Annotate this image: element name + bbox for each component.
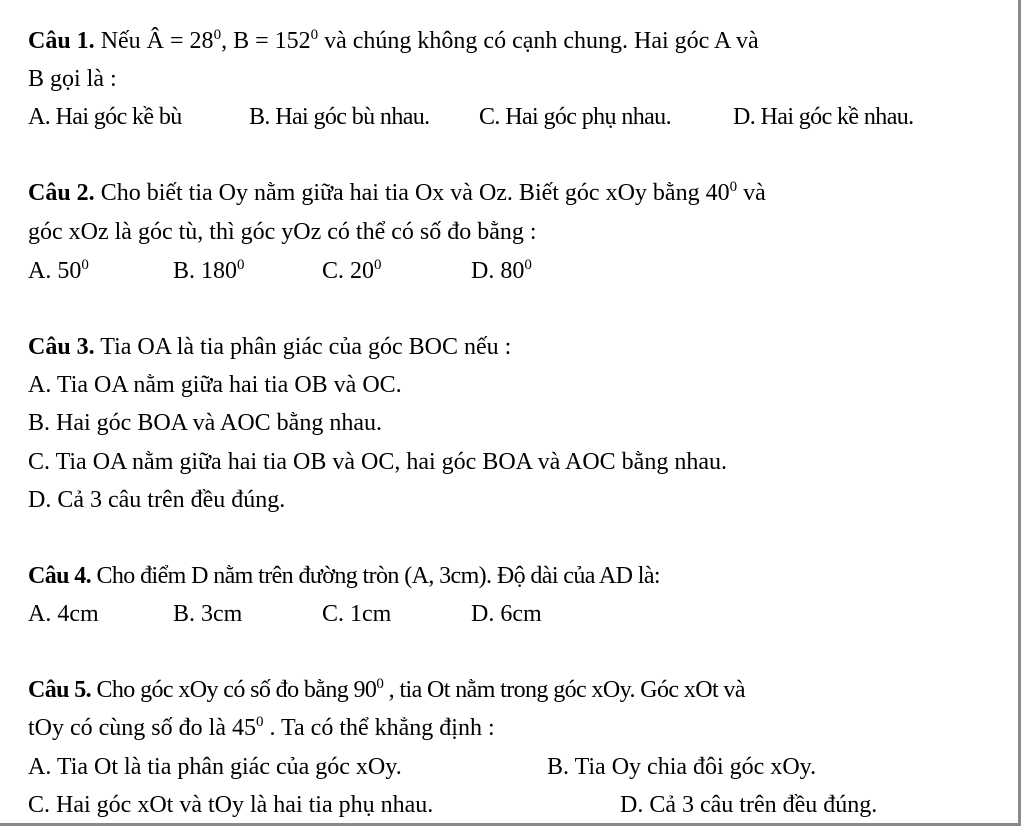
q2-option-b-degree: 0 xyxy=(237,257,245,273)
q5-option-b: B. Tia Oy chia đôi góc xOy. xyxy=(547,754,817,780)
q1-degree-a: 0 xyxy=(213,27,222,43)
q2-text: Cho biết tia Oy nằm giữa hai tia Ox và Oz. Biết góc xOy bằng 40 xyxy=(94,180,730,206)
q2-option-c-degree: 0 xyxy=(374,257,382,273)
q2-option-d-value: 80 xyxy=(500,258,525,284)
q2-option-a-prefix: A. xyxy=(28,258,58,284)
q1-pre: Nếu xyxy=(94,28,147,54)
q1-line2: B gọi là : xyxy=(28,66,117,92)
q4-line1 xyxy=(28,561,660,591)
q1-line1 xyxy=(28,26,759,56)
q1-option-a: A. Hai góc kề bù xyxy=(28,104,182,130)
q1-degree-b: 0 xyxy=(310,27,319,43)
q2-option-b-prefix: B. xyxy=(173,258,202,284)
q1-angle-a-symbol: Â xyxy=(146,28,165,54)
q4-option-c: C. 1cm xyxy=(322,601,392,627)
q4-label: Câu 4. xyxy=(28,563,92,589)
q2-line2: góc xOz là góc tù, thì góc yOz có thể có số đo bằng : xyxy=(28,219,537,245)
q1-text: và chúng không có cạnh chung. Hai góc A và xyxy=(318,28,759,54)
q3-line1 xyxy=(28,332,511,362)
q3-label: Câu 3. xyxy=(28,334,95,360)
q1-option-d: D. Hai góc kề nhau. xyxy=(733,104,914,130)
q2-option-c-prefix: C. xyxy=(322,258,351,284)
q5-text-end: , tia Ot nằm trong góc xOy. Góc xOt và xyxy=(383,677,745,703)
q5-line2-b: . Ta có thể khẳng định : xyxy=(263,715,495,741)
q4-option-d: D. 6cm xyxy=(471,601,542,627)
q5-degree-1: 0 xyxy=(376,676,384,692)
q3-option-a: A. Tia OA nằm giữa hai tia OB và OC. xyxy=(28,372,402,398)
q2-option-d-prefix: D. xyxy=(471,258,501,284)
q1-label: Câu 1. xyxy=(28,28,95,54)
q2-option-a xyxy=(28,256,89,286)
q4-text: Cho điểm D nằm trên đường tròn (A, 3cm). Độ dài của AD là: xyxy=(91,563,660,589)
q2-option-c xyxy=(322,256,382,286)
q3-option-c: C. Tia OA nằm giữa hai tia OB và OC, hai góc BOA và AOC bằng nhau. xyxy=(28,449,727,475)
q1-angle-b-value: , B = 152 xyxy=(221,28,311,54)
q5-line2-a: tOy có cùng số đo là 45 xyxy=(28,715,256,741)
q2-option-c-value: 20 xyxy=(350,258,375,284)
q1-option-c: C. Hai góc phụ nhau. xyxy=(479,104,671,130)
q5-text: Cho góc xOy có số đo bằng 90 xyxy=(91,677,377,703)
q2-option-d xyxy=(471,256,532,286)
q3-text: Tia OA là tia phân giác của góc BOC nếu : xyxy=(94,334,512,360)
q2-option-a-degree: 0 xyxy=(81,257,89,273)
q1-angle-a-value: = 28 xyxy=(164,28,214,54)
q2-option-b-value: 180 xyxy=(201,258,238,284)
q5-line1 xyxy=(28,675,745,705)
q2-option-a-value: 50 xyxy=(57,258,82,284)
q4-option-a: A. 4cm xyxy=(28,601,99,627)
q2-option-b xyxy=(173,256,245,286)
q5-line2 xyxy=(28,713,495,743)
q4-option-b: B. 3cm xyxy=(173,601,243,627)
q1-option-b: B. Hai góc bù nhau. xyxy=(249,104,430,130)
q2-text-end: và xyxy=(737,180,766,206)
q5-label: Câu 5. xyxy=(28,677,92,703)
q3-option-d: D. Cả 3 câu trên đều đúng. xyxy=(28,487,286,513)
q5-option-d: D. Cả 3 câu trên đều đúng. xyxy=(620,792,878,818)
q5-option-a: A. Tia Ot là tia phân giác của góc xOy. xyxy=(28,754,402,780)
q2-line1 xyxy=(28,178,766,208)
q3-option-b: B. Hai góc BOA và AOC bằng nhau. xyxy=(28,410,382,436)
q2-label: Câu 2. xyxy=(28,180,95,206)
q2-option-d-degree: 0 xyxy=(524,257,532,273)
q5-option-c: C. Hai góc xOt và tOy là hai tia phụ nhau. xyxy=(28,792,434,818)
q5-degree-2: 0 xyxy=(255,714,264,730)
q2-degree: 0 xyxy=(729,179,738,195)
